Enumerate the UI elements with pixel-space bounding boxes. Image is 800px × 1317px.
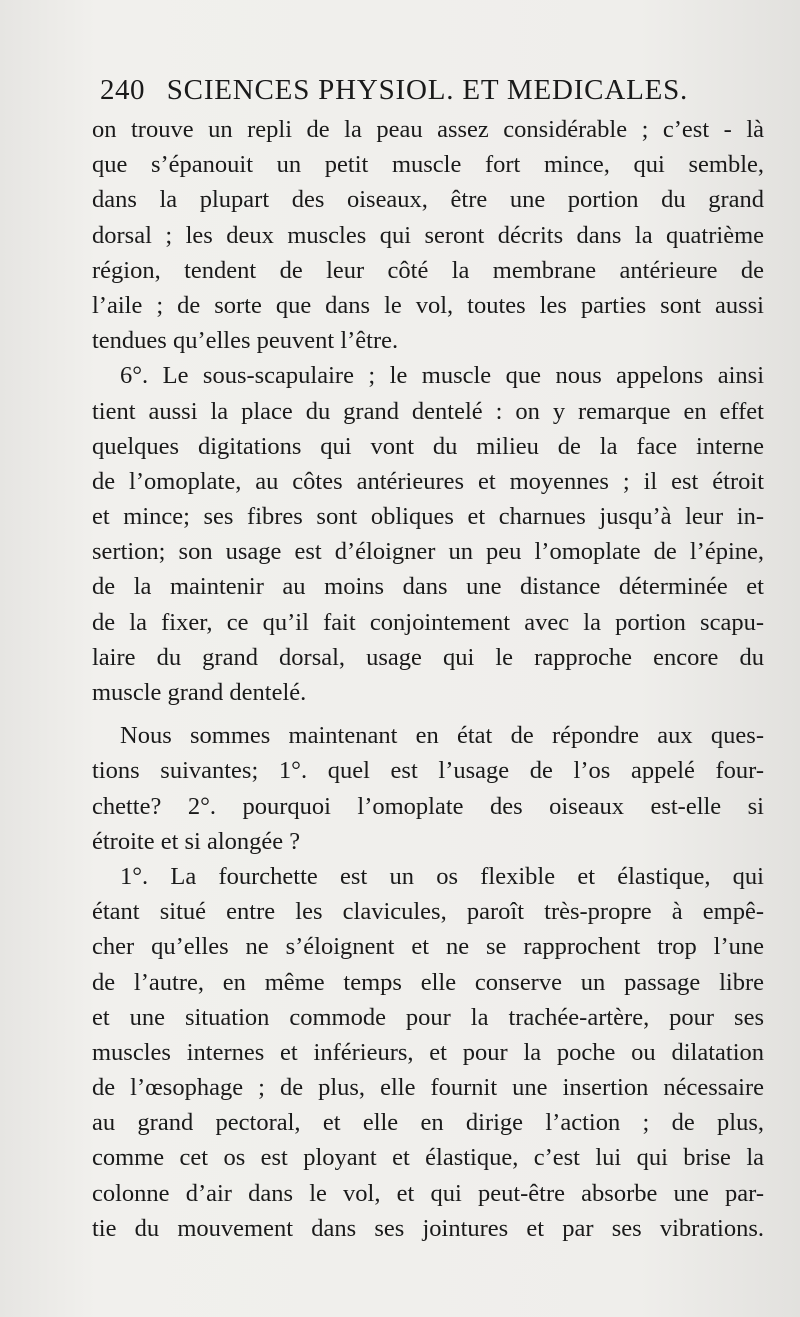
paragraph-start-line: 1°. La fourchette est un os flexible et élastique, qui (120, 862, 764, 890)
text-line: de la fixer, ce qu’il fait conjointement avec la portion scapu- (92, 608, 764, 636)
text-line: dorsal ; les deux muscles qui seront décrits dans la quatrième (92, 221, 764, 249)
text-line: tie du mouvement dans ses jointures et par ses vibrations. (92, 1214, 764, 1242)
page-header (100, 74, 730, 114)
text-line: cher qu’elles ne s’éloignent et ne se rapprochent trop l’une (92, 933, 764, 961)
text-line: de l’omoplate, au côtes antérieures et moyennes ; il est étroit (92, 467, 764, 495)
text-line: de l’autre, en même temps elle conserve un passage libre (92, 968, 764, 996)
text-line: tions suivantes; 1°. quel est l’usage de l’os appelé four- (92, 757, 764, 785)
running-head: SCIENCES PHYSIOL. ET MEDICALES. (166, 74, 689, 106)
text-line: tendues qu’elles peuvent l’être. (92, 327, 399, 355)
text-line: étroite et si alongée ? (92, 827, 301, 855)
text-line: étant situé entre les clavicules, paroît très-propre à empê- (92, 898, 764, 926)
text-line: laire du grand dorsal, usage qui le rapproche encore du (92, 643, 764, 671)
text-line: comme cet os est ployant et élastique, c’est lui qui brise la (92, 1144, 764, 1172)
text-line: quelques digitations qui vont du milieu de la face interne (92, 432, 764, 460)
paragraph-start-line: Nous sommes maintenant en état de répondre aux ques- (120, 722, 764, 750)
text-line: au grand pectoral, et elle en dirige l’action ; de plus, (92, 1109, 764, 1137)
text-line: que s’épanouit un petit muscle fort mince, qui semble, (92, 151, 764, 179)
body-text (92, 112, 764, 1246)
text-line: chette? 2°. pourquoi l’omoplate des oiseaux est-elle si (92, 792, 764, 820)
text-line: sertion; son usage est d’éloigner un peu l’omoplate de l’épine, (92, 538, 764, 566)
text-line: l’aile ; de sorte que dans le vol, toutes les parties sont aussi (92, 291, 764, 319)
text-line: dans la plupart des oiseaux, être une portion du grand (92, 186, 764, 214)
text-line: on trouve un repli de la peau assez considérable ; c’est - là (92, 116, 764, 143)
text-line: muscles internes et inférieurs, et pour la poche ou dilatation (92, 1038, 764, 1066)
page-number: 240 (100, 74, 145, 106)
text-line: colonne d’air dans le vol, et qui peut-être absorbe une par- (92, 1179, 764, 1207)
paragraph-start-line: 6°. Le sous-scapulaire ; le muscle que nous appelons ainsi (120, 362, 764, 390)
text-line: et une situation commode pour la trachée-artère, pour ses (92, 1003, 764, 1031)
text-line: région, tendent de leur côté la membrane antérieure de (92, 256, 764, 284)
text-line: et mince; ses fibres sont obliques et charnues jusqu’à leur in- (92, 503, 764, 531)
text-line: de la maintenir au moins dans une distance déterminée et (92, 573, 764, 601)
text-line: de l’œsophage ; de plus, elle fournit une insertion nécessaire (92, 1074, 764, 1102)
text-line: muscle grand dentelé. (92, 679, 307, 706)
text-line: tient aussi la place du grand dentelé : on y remarque en effet (92, 397, 764, 425)
